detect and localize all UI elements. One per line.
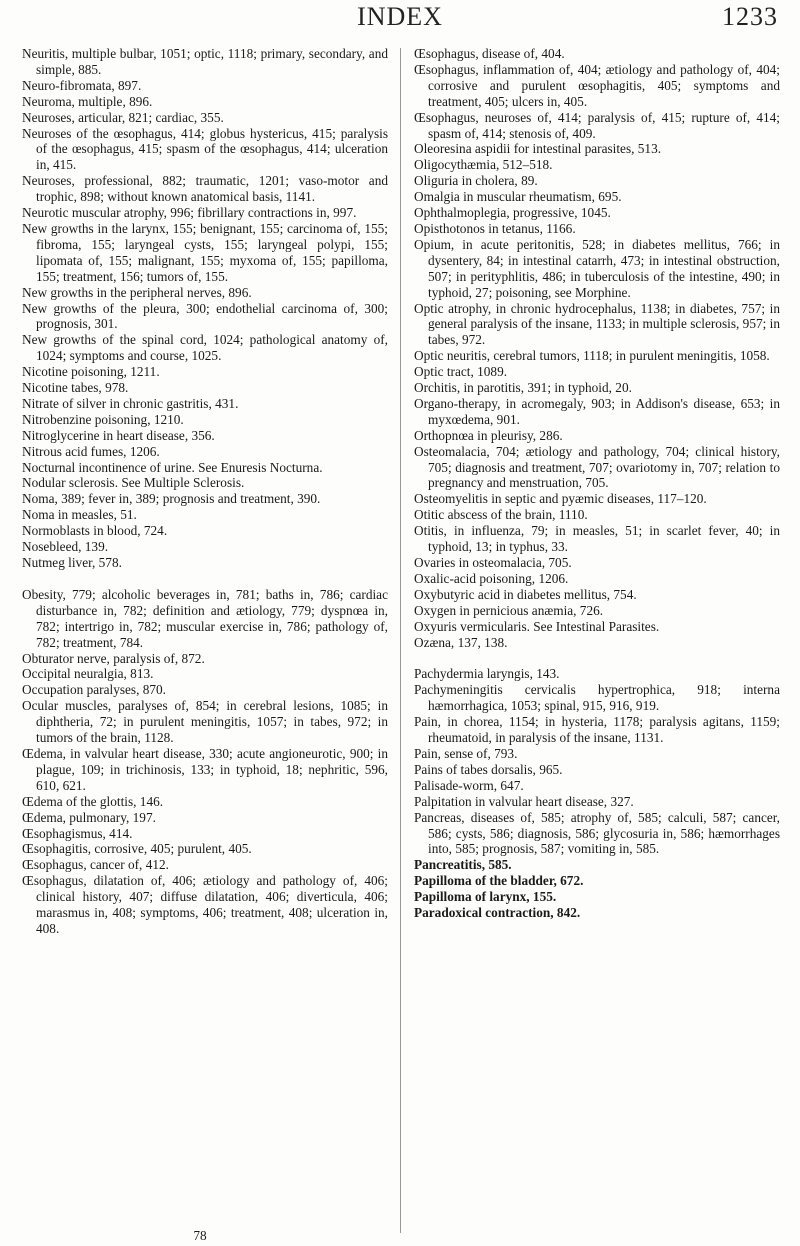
index-entry: Palisade-worm, 647. [414, 777, 524, 793]
index-entry: Nosebleed, 139. [22, 539, 109, 555]
page-number: 1233 [722, 2, 778, 31]
index-entry: Obesity, 779; alcoholic beverages in, 781; baths in, 786; cardiac disturbance in, 782; definition and ætiology, 779; dyspnœa in, 782; intertrigo in, 782; muscular exercise in, 786; pathology of, 782; treatment, 784. [22, 586, 388, 650]
index-entry: Opium, in acute peritonitis, 528; in diabetes mellitus, 766; in dysentery, 84; in intestinal catarrh, 473; in intestinal obstruction, 507; in perityphlitis, 486; in tuberculosis of the intestine, 490; in typhoid, 27; poisoning, see Morphine. [414, 236, 780, 300]
page-title: INDEX [357, 2, 443, 31]
index-entry: Neuroses, professional, 882; traumatic, 1201; vaso-motor and trophic, 898; without known anatomical basis, 1141. [22, 173, 388, 205]
index-entry: Pancreatitis, 585. [414, 857, 512, 873]
index-entry: New growths in the peripheral nerves, 896. [22, 284, 252, 300]
index-entry: Orthopnœa in pleurisy, 286. [414, 427, 563, 443]
index-entry: Nitrobenzine poisoning, 1210. [22, 411, 184, 427]
index-entry: Neuroses of the œsophagus, 414; globus hystericus, 415; paralysis of the œsophagus, 415; spasm of the œsophagus, 414; ulceration in, 415. [22, 125, 388, 173]
index-entry: New growths of the pleura, 300; endothelial carcinoma of, 300; prognosis, 301. [22, 300, 388, 332]
index-entry: Oligocythæmia, 512–518. [414, 157, 553, 173]
index-entry: Pachymeningitis cervicalis hypertrophica, 918; interna hæmorrhagica, 1053; spinal, 915, 916, 919. [414, 682, 780, 714]
index-entry: Opisthotonos in tetanus, 1166. [414, 220, 576, 236]
index-entry: Otitic abscess of the brain, 1110. [414, 507, 588, 523]
index-entry: Noma, 389; fever in, 389; prognosis and treatment, 390. [22, 491, 321, 507]
index-entry: Pain, in chorea, 1154; in hysteria, 1178; paralysis agitans, 1159; rheumatoid, in paralysis of the insane, 1131. [414, 714, 780, 746]
index-entry: Neuroma, multiple, 896. [22, 93, 153, 109]
index-entry: Oleoresina aspidii for intestinal parasites, 513. [414, 141, 662, 157]
index-entry: New growths in the larynx, 155; benignant, 155; carcinoma of, 155; fibroma, 155; laryngeal cysts, 155; laryngeal polypi, 155; lipomata of, 155; malignant, 155; myxoma of, 155; papilloma, 155; treatment, 156; tumors of, 155. [22, 220, 388, 284]
index-entry: Œsophagus, cancer of, 412. [22, 857, 169, 873]
index-entry: Ophthalmoplegia, progressive, 1045. [414, 205, 611, 221]
index-entry: Neuroses, articular, 821; cardiac, 355. [22, 109, 224, 125]
index-entry: Œdema, pulmonary, 197. [22, 809, 156, 825]
index-entry: Nicotine tabes, 978. [22, 380, 129, 396]
index-entry: Œdema, in valvular heart disease, 330; acute angioneurotic, 900; in plague, 109; in trichinosis, 133; in typhoid, 18; nephritic, 596, 610, 621. [22, 745, 388, 793]
index-entry: Palpitation in valvular heart disease, 327. [414, 793, 634, 809]
index-entry: Ozæna, 137, 138. [414, 634, 508, 650]
index-entry: Orchitis, in parotitis, 391; in typhoid, 20. [414, 380, 632, 396]
index-entry: Œsophagismus, 414. [22, 825, 133, 841]
index-entry: Papilloma of larynx, 155. [414, 889, 557, 905]
index-entry: Nitrate of silver in chronic gastritis, 431. [22, 395, 239, 411]
index-entry: Papilloma of the bladder, 672. [414, 873, 584, 889]
index-column-left [22, 46, 388, 937]
page-header [0, 0, 800, 40]
index-entry: New growths of the spinal cord, 1024; pathological anatomy of, 1024; symptoms and course, 1025. [22, 332, 388, 364]
index-entry: Omalgia in muscular rheumatism, 695. [414, 189, 622, 205]
index-entry: Pancreas, diseases of, 585; atrophy of, 585; calculi, 587; cancer, 586; cysts, 586; diagnosis, 586; glycosuria in, 586; hæmorrhages into, 585; prognosis, 587; vomiting in, 585. [414, 809, 780, 857]
index-entry: Œsophagus, neuroses of, 414; paralysis of, 415; rupture of, 414; spasm of, 414; stenosis of, 409. [414, 109, 780, 141]
index-entry: Nitroglycerine in heart disease, 356. [22, 427, 215, 443]
index-entry: Neuritis, multiple bulbar, 1051; optic, 1118; primary, secondary, and simple, 885. [22, 46, 388, 77]
index-entry: Optic tract, 1089. [414, 364, 508, 380]
index-entry: Neurotic muscular atrophy, 996; fibrillary contractions in, 997. [22, 205, 357, 221]
index-entry: Occipital neuralgia, 813. [22, 666, 154, 682]
index-entry: Oxyuris vermicularis. See Intestinal Parasites. [414, 618, 660, 634]
index-entry: Nocturnal incontinence of urine. See Enuresis Nocturna. [22, 459, 323, 475]
column-divider [400, 48, 401, 1233]
index-entry: Œsophagus, inflammation of, 404; ætiology and pathology of, 404; corrosive and purulent œsophagitis, 405; symptoms and treatment, 405; ulcers in, 405. [414, 61, 780, 109]
index-entry: Nutmeg liver, 578. [22, 555, 122, 570]
index-entry: Occupation paralyses, 870. [22, 682, 167, 698]
index-entry: Œdema of the glottis, 146. [22, 793, 164, 809]
index-entry: Obturator nerve, paralysis of, 872. [22, 650, 205, 666]
index-entry: Pain, sense of, 793. [414, 745, 518, 761]
index-entry: Oxalic-acid poisoning, 1206. [414, 570, 569, 586]
index-entry: Pains of tabes dorsalis, 965. [414, 761, 563, 777]
index-entry: Paradoxical contraction, 842. [414, 905, 581, 921]
index-entry: Pachydermia laryngis, 143. [414, 666, 560, 682]
index-entry: Ovaries in osteomalacia, 705. [414, 555, 572, 570]
index-entry: Optic neuritis, cerebral tumors, 1118; in purulent meningitis, 1058. [414, 348, 770, 364]
index-entry: Œsophagitis, corrosive, 405; purulent, 405. [22, 841, 252, 857]
index-entry: Nodular sclerosis. See Multiple Sclerosis. [22, 475, 245, 491]
index-entry: Optic atrophy, in chronic hydrocephalus, 1138; in diabetes, 757; in general paralysis of the insane, 1133; in multiple sclerosis, 957; in tabes, 972. [414, 300, 780, 348]
index-entry: Normoblasts in blood, 724. [22, 523, 168, 539]
index-entry: Œsophagus, dilatation of, 406; ætiology and pathology of, 406; clinical history, 407; diffuse dilatation, 406; diverticula, 406; marasmus in, 408; symptoms, 406; treatment, 408; ulceration in, 408. [22, 873, 388, 936]
index-entry: Ocular muscles, paralyses of, 854; in cerebral lesions, 1085; in diphtheria, 72; in purulent meningitis, 1057; in tabes, 972; in tumors of the brain, 1128. [22, 698, 388, 746]
index-entry: Neuro-fibromata, 897. [22, 77, 142, 93]
index-entry: Oliguria in cholera, 89. [414, 173, 538, 189]
signature-mark: 78 [193, 1228, 207, 1243]
index-entry: Organo-therapy, in acromegaly, 903; in Addison's disease, 653; in myxœdema, 901. [414, 395, 780, 427]
index-entry: Nitrous acid fumes, 1206. [22, 443, 160, 459]
index-entry: Otitis, in influenza, 79; in measles, 51; in scarlet fever, 40; in typhoid, 13; in typhus, 33. [414, 523, 780, 555]
index-entry: Oxybutyric acid in diabetes mellitus, 754. [414, 586, 637, 602]
index-column-right [414, 46, 780, 921]
index-entry: Oxygen in pernicious anæmia, 726. [414, 602, 604, 618]
index-entry: Nicotine poisoning, 1211. [22, 364, 160, 380]
index-entry: Osteomalacia, 704; ætiology and pathology, 704; clinical history, 705; diagnosis and treatment, 707; ovariotomy in, 707; relation to pregnancy and menstruation, 705. [414, 443, 780, 491]
index-entry: Noma in measles, 51. [22, 507, 137, 523]
index-entry: Œsophagus, disease of, 404. [414, 46, 565, 61]
index-entry: Osteomyelitis in septic and pyæmic diseases, 117–120. [414, 491, 707, 507]
